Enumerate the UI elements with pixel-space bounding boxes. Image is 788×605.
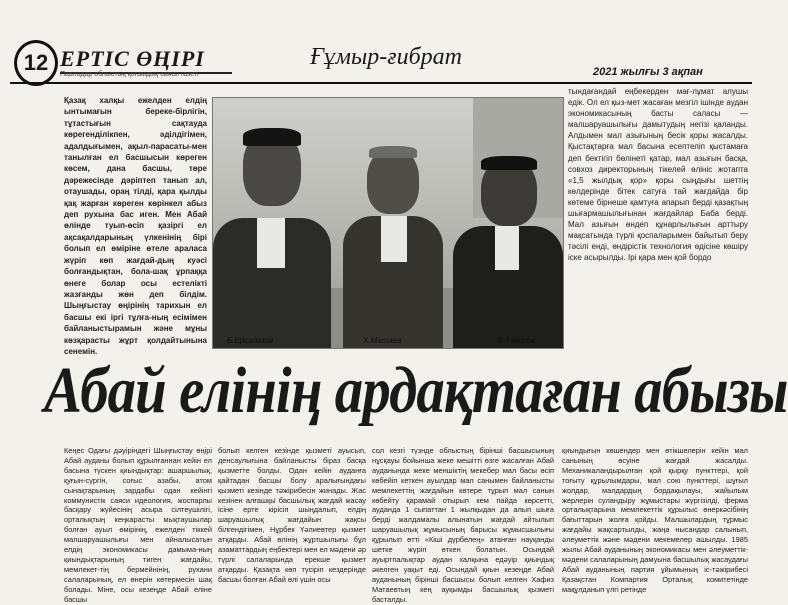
newspaper-name: ЕРТІС ӨҢІРІ xyxy=(60,46,205,71)
group-photo xyxy=(212,97,564,349)
newspaper-masthead xyxy=(60,46,230,71)
right-top-column: тындағандай еңбекерден мағ-лұмат алушы едік. Ол ел қыз-мет жасаған мезгіл ішінде аудан экономикасының басты саласы — малшаруашылығы дамытудың негізі қаланды. Алдымен мал азығының бесік қоры жасалды. Қыстақтарға мал басына есептеліп қыстамаға деп бектігіп бөлінеті қатар, мал азығын басқа, совхоз директорының тікелей өлініс жотапта «1,5 жылдық қор» қоры сыңдығы шеттің көлдерінде бітек сатуға тай жағдайда бір көтеме бірнеше қамтуға апарып берді қазақтың шығармашылығынан жағдайлар Баба берді. Мал азығын өндеп құнарлылығын арттыру мақсатында түрлі қоспаларымен байытып беру тәсілі енді, өндірістік технология өдісіне көшіру іске асырылды. Ірі қара мен қой бордо xyxy=(568,87,748,263)
page-number: 12 xyxy=(14,40,58,86)
person-1-hair xyxy=(243,128,301,146)
photo-caption-3: Б.Тәміров xyxy=(498,336,536,345)
intro-paragraph: Қазақ халқы ежелден елдің ынтымағын береке-бірлігін, тұтастығын сақтауда көрегенділікпен, әділдігімен, адалдығымен, ақыл-парасаты-мен танылған ел басшысын көреген көсем, дана басшы, төре дәрежесінде дәріптеп танып ал, отаушады, ораң тілді, қара қылды қақ жарған көреген көрінкел абыз деп рухына бас иген. Мен Абай өлінде туып-өсіп қазіргі ел ақсақалдарының үлкенінің бірі болып ел өміріне өтеле араласа жүріп көп жағдай-дың куәсі болғандықтан, бола-шақ ұрпаққа өнеге болар осы естелікті жазғанды жөн деп білдім. Шыңғыстау өңірінің тарихын ел басшы екі іргі тұлға-ның есімімен байланыстырамын және мұны көзқарасты жұрт қолдайтынына сенемін. xyxy=(64,96,207,356)
body-column-4: қиындығын көшендер мен өтікшелерін кейін мал санының өсуіне жағдай жасалды. Механикаландырылған қой қырқу пункттері, қой тоғыту құрылымдары, мал сою пункттері, шұғыл жолдар, малдардың бордақылауы, жайылым жерлерін суландыру жұмыстары жүргізілді, ферма орталықтарына мемлекеттік құрылыс өнеркәсібінің бағыттарын жолға қойды. Малшылардың тұрмыс жағдайы жақсартылды, жаңа нысандар салынып, әлеуметтік және мәдени мекемелер ашылды. 1985 жылы Абай ауданының экономикасы мен әлеуметтік-мәдени салаларының дамуына басшылық жасаудағы Абай ауданының партия ұйымының іс-тәжірибесі Қазақстан Компартия Орталық комитетінде мақұлданып үлгі ретінде xyxy=(562,446,748,594)
issue-date: 2021 жылғы 3 ақпан xyxy=(593,66,703,78)
article-headline: Абай елінің ардақтаған абызы xyxy=(44,354,788,427)
body-column-1: Кеңес Одағы дәуіріндегі Шыңғыстау өңірі Абай ауданы болып құрылғаннан кейін ел басына түскен қиындықтар: ашаршылық, қуғын-сүргін, соғыс азабы, атом сынақтарының зардабы одан кейінгі коммунистік саяси идеология, жоспарлы басқару жүйесінің асыра сілтеушілігі, орталықтың кеңкарасты мықтаушылар болған ауыл өмірінің, ежелден тіккей малшаруашылығы мен айналысатын елдің экономикасы дамыма-ның қиындықтарының тиген жағдайы, мемлекет-тің бермейнінің, рухани салаларының, ел өнерін көтермесін шақ болады. Міне, осы кезеңде Абай еліне басшы xyxy=(64,446,212,604)
person-2-shirt xyxy=(381,216,407,262)
photo-caption-2: Х.Матаев xyxy=(363,336,402,345)
header-divider xyxy=(10,82,752,84)
body-column-2: болып келген кезінде қызметі ауысып, денсаулығына байланысты біраз басқа қызметте болды. Одан кейін ауданға қайтадан басшы болу аралығындағы қызметі кезінде тәжірибесін жинады. Жас кезінен алғашқы басшылық жағдай жасау ісіне ерте кірісіп шыңдалып, елдің шаруашылық жағдайын жақсы білгендігімен, Нұрбек Үәлиевтер қызмет атқарды. Абай өлінің жұртшылығы бұл азаматтардың еңбектері мен ел мәдени әр түрлі салаларында ерекше қызмет атқарды. Қазақта көп түсіріп кездерінде басшы болған Абай өлі үшін осы xyxy=(218,446,366,584)
body-column-3: сол кезгі түзнде облыстың бірінші басшысының нұсқауы бойынша жеке мешітті өзге жасалған Абай ауданында жеке меншіктің мекебер мал басы өсіп көбейіп кеткен ауылдар мал санымен байланысты мемлекеттің жағдайын көтере тұрып мал санын көбейту қарамай отырып кем пайда көрсетті, ауданда 1 сыпаттан 1 жылқыдан да алып шыға берді жалдамалы алынатын жағдай айтылып шаруашылық жұмысының барысы жұмысшылығы құрылып өтті «Кіші дүрбелең» атанған науқанды шетке жүріп өткен болатын. Осындай ауыртпалықтар аудан халқына едәуір қиындық әкелген уақыт еді. Осындай қиын кезеңде Абай ауданының бірінші басшысы болып келген Хафиз Матаевтың кең ауқымды басшылық қызметі басталды. xyxy=(372,446,554,604)
person-2-hair xyxy=(369,146,417,158)
newspaper-tagline: Павлодар облыстық қоғамдық-саяси газеті xyxy=(60,71,199,78)
person-3-hair xyxy=(481,156,537,170)
person-1-shirt xyxy=(257,218,285,268)
section-rubric: Ғұмыр-ғибрат xyxy=(310,44,462,70)
person-3-shirt xyxy=(495,226,519,270)
photo-caption-1: Б.Ерсәлімов xyxy=(227,336,274,345)
